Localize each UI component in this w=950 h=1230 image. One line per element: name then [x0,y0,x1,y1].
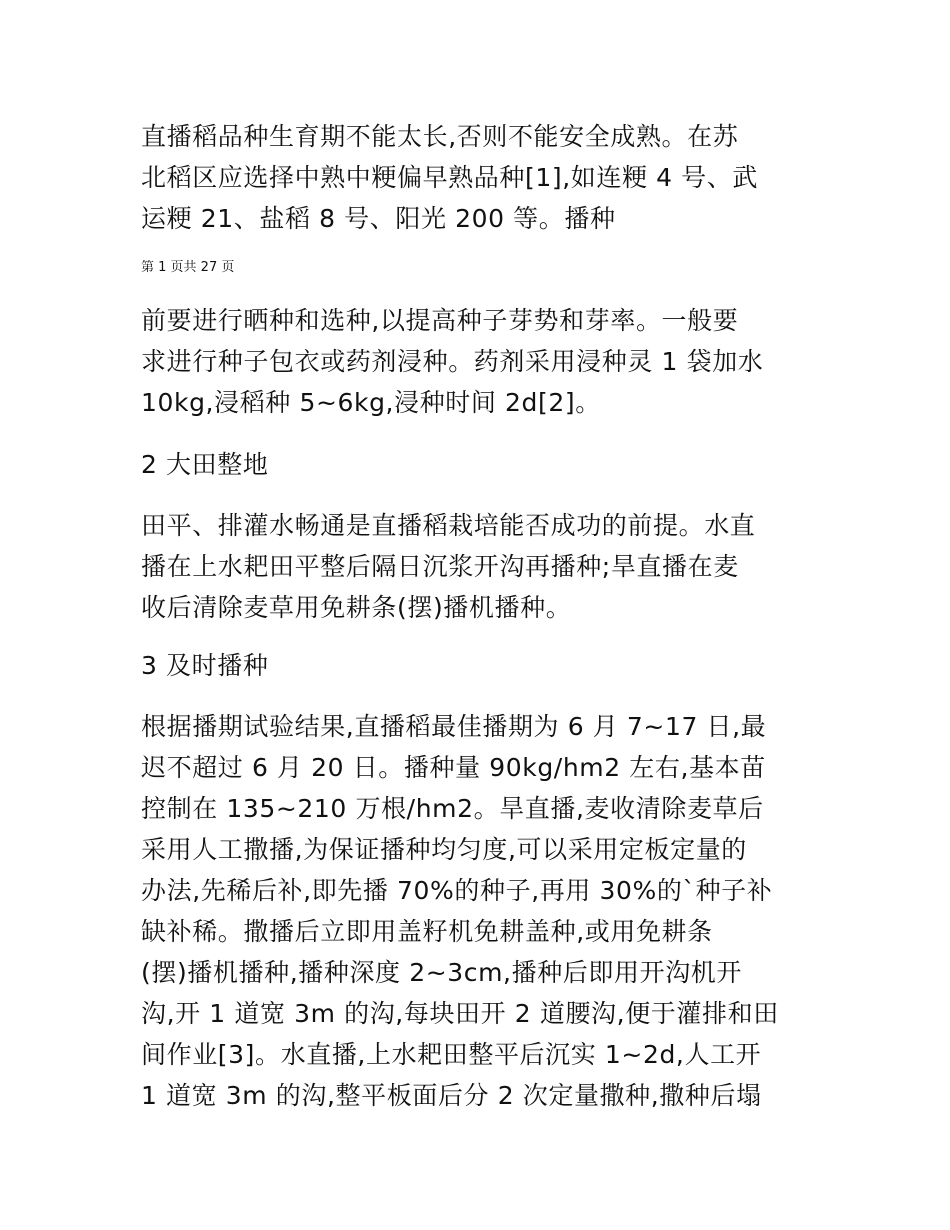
paragraph-3-line-2: 播在上水耙田平整后隔日沉浆开沟再播种;旱直播在麦 [141,552,739,581]
paragraph-4-line-10: 1 道宽 3m 的沟,整平板面后分 2 次定量撒种,撒种后塌 [141,1081,762,1110]
paragraph-4-line-7: (摆)播机播种,播种深度 2~3cm,播种后即用开沟机开 [141,958,743,987]
paragraph-4-line-8: 沟,开 1 道宽 3m 的沟,每块田开 2 道腰沟,便于灌排和田 [141,999,779,1028]
paragraph-4-line-4: 采用人工撒播,为保证播种均匀度,可以采用定板定量的 [141,835,747,864]
paragraph-4-line-3: 控制在 135~210 万根/hm2。旱直播,麦收清除麦草后 [141,794,764,823]
paragraph-4-line-5: 办法,先稀后补,即先播 70%的种子,再用 30%的`种子补 [141,876,773,905]
paragraph-4-line-9: 间作业[3]。水直播,上水耙田整平后沉实 1~2d,人工开 [141,1040,762,1069]
paragraph-4-line-2: 迟不超过 6 月 20 日。播种量 90kg/hm2 左右,基本苗 [141,753,766,782]
page-number-label: 第 1 页共 27 页 [141,260,235,275]
paragraph-2-line-3: 10kg,浸稻种 5~6kg,浸种时间 2d[2]。 [141,388,601,417]
paragraph-2-line-2: 求进行种子包衣或药剂浸种。药剂采用浸种灵 1 袋加水 [141,347,764,376]
paragraph-2-line-1: 前要进行晒种和选种,以提高种子芽势和芽率。一般要 [141,306,739,335]
paragraph-1-line-1: 直播稻品种生育期不能太长,否则不能安全成熟。在苏 [141,122,739,151]
paragraph-4-line-1: 根据播期试验结果,直播稻最佳播期为 6 月 7~17 日,最 [141,712,767,741]
paragraph-1-line-3: 运粳 21、盐稻 8 号、阳光 200 等。播种 [141,204,616,233]
paragraph-3-line-1: 田平、排灌水畅通是直播稻栽培能否成功的前提。水直 [141,511,756,540]
section-heading-3: 3 及时播种 [141,651,269,680]
section-heading-2: 2 大田整地 [141,450,269,479]
paragraph-1-line-2: 北稻区应选择中熟中粳偏早熟品种[1],如连粳 4 号、武 [141,163,758,192]
paragraph-3-line-3: 收后清除麦草用免耕条(摆)播机播种。 [141,593,572,622]
paragraph-4-line-6: 缺补稀。撒播后立即用盖籽机免耕盖种,或用免耕条 [141,917,713,946]
